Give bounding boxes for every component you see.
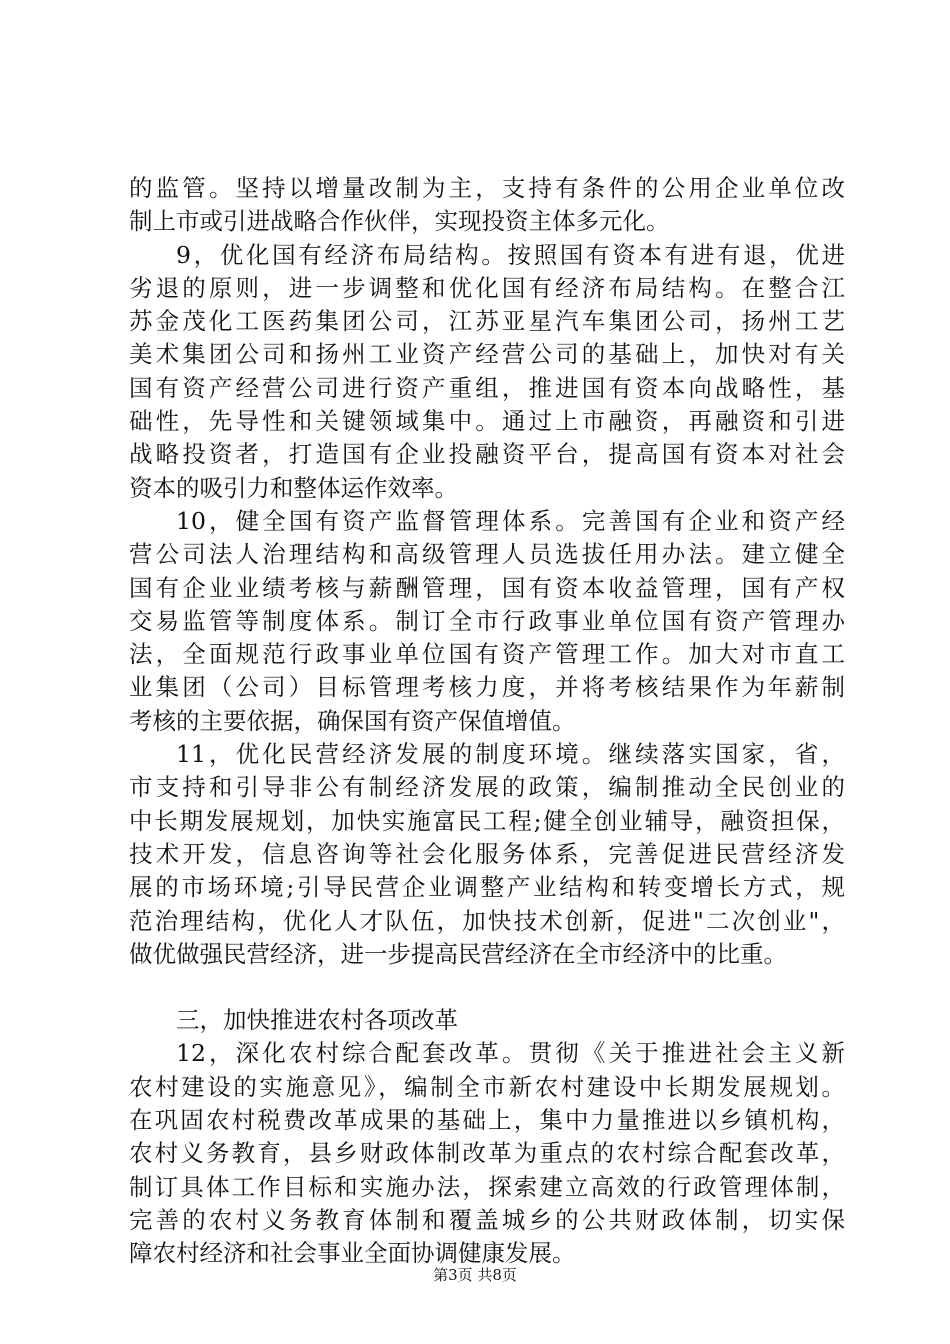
paragraph-line: 国有企业业绩考核与薪酬管理，国有资本收益管理，国有产权 (129, 573, 845, 602)
paragraph-line: 范治理结构，优化人才队伍，加快技术创新，促进"二次创业"， (129, 906, 845, 935)
paragraph-line: 技术开发，信息咨询等社会化服务体系，完善促进民营经济发 (129, 839, 845, 868)
paragraph-line: 础性，先导性和关键领域集中。通过上市融资，再融资和引进 (129, 407, 845, 436)
paragraph-line: 完善的农村义务教育体制和覆盖城乡的公共财政体制，切实保 (129, 1205, 845, 1234)
paragraph-line: 制订具体工作目标和实施办法，探索建立高效的行政管理体制， (129, 1172, 845, 1201)
paragraph-line: 考核的主要依据，确保国有资产保值增值。 (129, 706, 576, 735)
paragraph-line: 资本的吸引力和整体运作效率。 (129, 473, 458, 502)
section-heading: 三，加快推进农村各项改革 (176, 1006, 458, 1035)
paragraph-line: 10，健全国有资产监督管理体系。完善国有企业和资产经 (176, 506, 845, 535)
paragraph-line: 障农村经济和社会事业全面协调健康发展。 (129, 1239, 576, 1268)
paragraph-line: 劣退的原则，进一步调整和优化国有经济布局结构。在整合江 (129, 273, 845, 302)
paragraph-line: 交易监管等制度体系。制订全市行政事业单位国有资产管理办 (129, 606, 845, 635)
paragraph-line: 市支持和引导非公有制经济发展的政策，编制推动全民创业的 (129, 773, 845, 802)
paragraph-line: 制上市或引进战略合作伙伴，实现投资主体多元化。 (129, 207, 670, 236)
paragraph-line: 做优做强民营经济，进一步提高民营经济在全市经济中的比重。 (129, 939, 787, 968)
paragraph-line: 美术集团公司和扬州工业资产经营公司的基础上，加快对有关 (129, 340, 845, 369)
paragraph-line: 的监管。坚持以增量改制为主，支持有条件的公用企业单位改 (129, 174, 845, 202)
paragraph-line: 在巩固农村税费改革成果的基础上，集中力量推进以乡镇机构， (129, 1106, 845, 1135)
paragraph-line: 战略投资者，打造国有企业投融资平台，提高国有资本对社会 (129, 440, 845, 469)
paragraph-line: 农村义务教育，县乡财政体制改革为重点的农村综合配套改革， (129, 1139, 845, 1168)
paragraph-line: 11，优化民营经济发展的制度环境。继续落实国家，省， (176, 740, 845, 769)
paragraph-line: 农村建设的实施意见》，编制全市新农村建设中长期发展规划。 (129, 1072, 845, 1101)
paragraph-line: 营公司法人治理结构和高级管理人员选拔任用办法。建立健全 (129, 540, 845, 569)
paragraph-line: 法，全面规范行政事业单位国有资产管理工作。加大对市直工 (129, 640, 845, 669)
paragraph-line: 12，深化农村综合配套改革。贯彻《关于推进社会主义新 (176, 1039, 845, 1068)
paragraph-line: 业集团（公司）目标管理考核力度，并将考核结果作为年薪制 (129, 673, 845, 702)
paragraph-line: 苏金茂化工医药集团公司，江苏亚星汽车集团公司，扬州工艺 (129, 307, 845, 336)
section-spacer (129, 971, 845, 1004)
paragraph-line: 9，优化国有经济布局结构。按照国有资本有进有退，优进 (176, 240, 845, 269)
paragraph-line: 国有资产经营公司进行资产重组，推进国有资本向战略性，基 (129, 373, 845, 402)
paragraph-line: 展的市场环境;引导民营企业调整产业结构和转变增长方式，规 (129, 873, 845, 902)
document-body (129, 172, 845, 1271)
paragraph-line: 中长期发展规划，加快实施富民工程;健全创业辅导，融资担保， (129, 806, 845, 835)
page-number: 第3页 共8页 (433, 1266, 517, 1284)
